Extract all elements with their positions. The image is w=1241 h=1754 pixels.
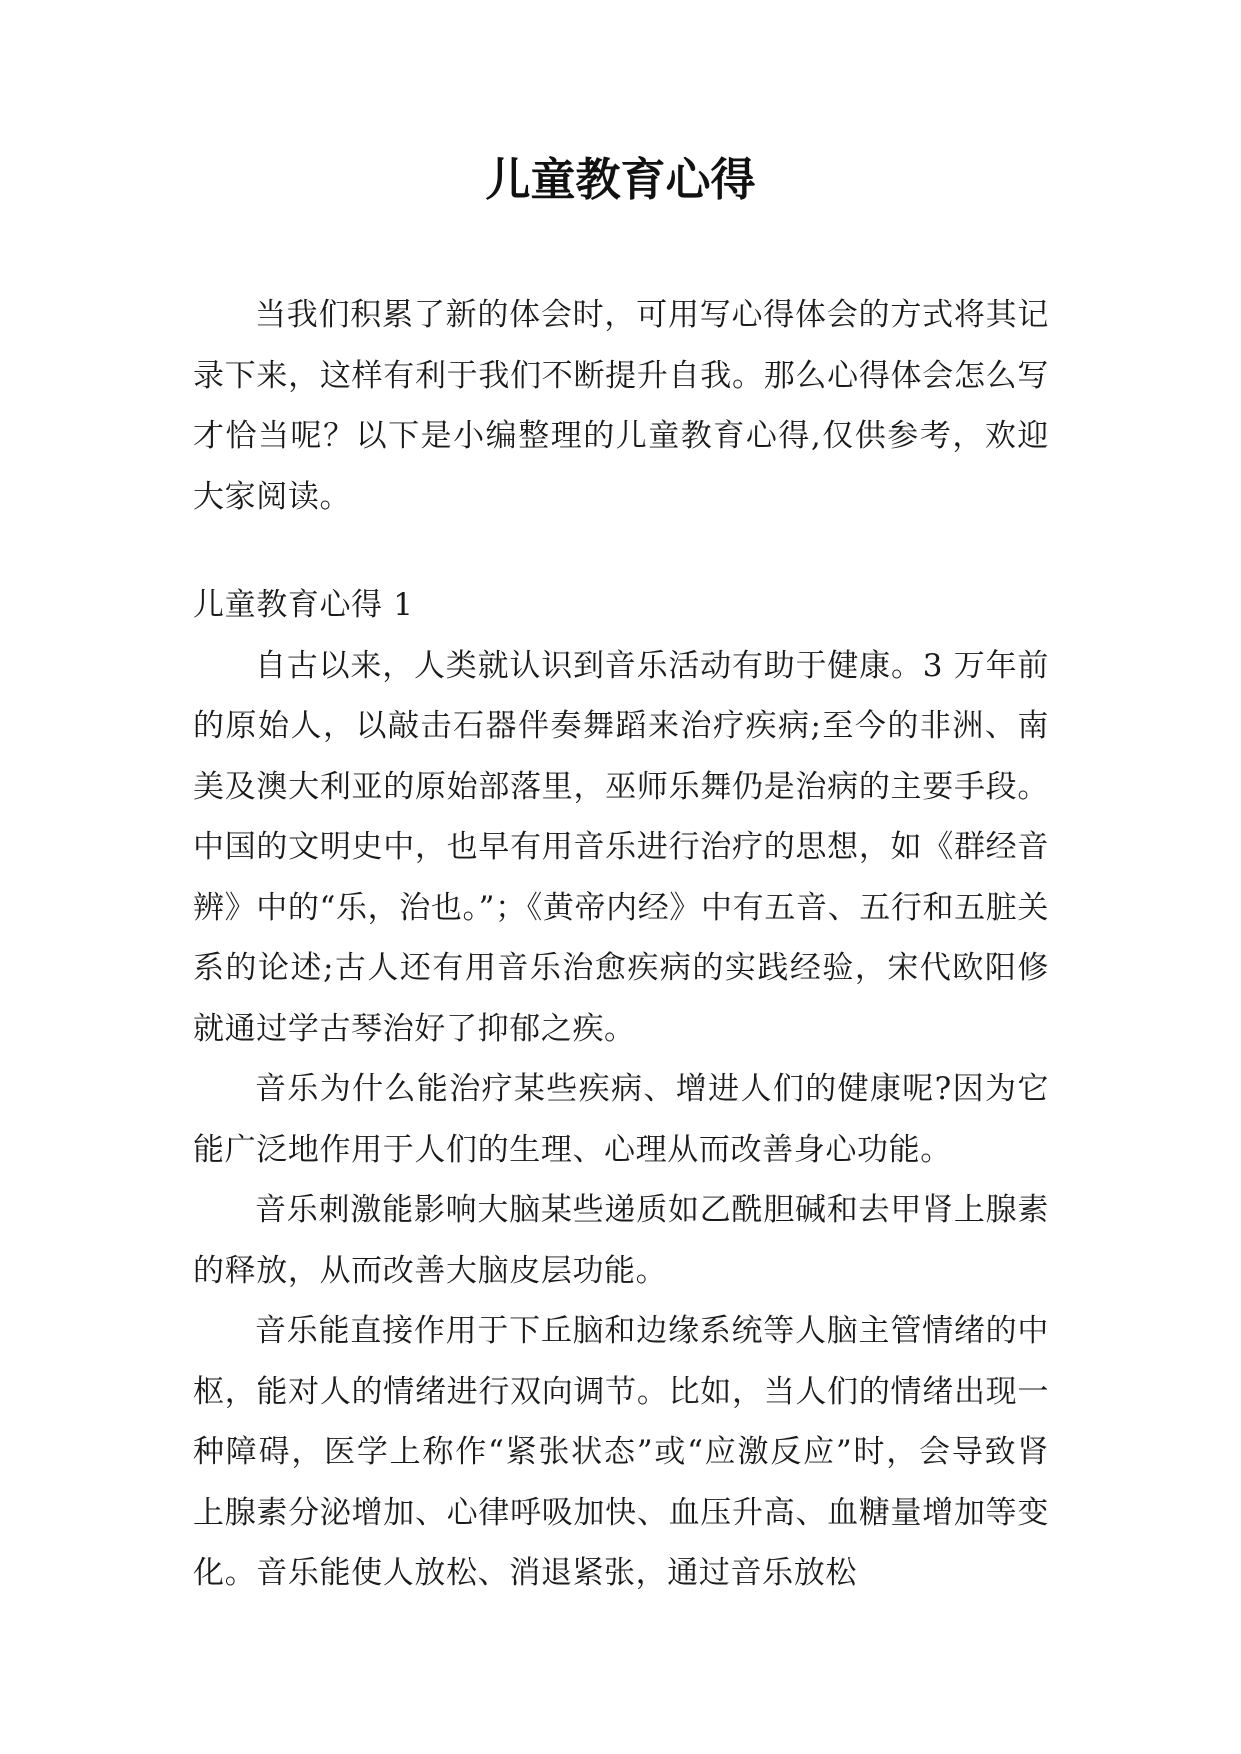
intro-block [193, 285, 1049, 527]
body-paragraph: 音乐为什么能治疗某些疾病、增进人们的健康呢?因为它能广泛地作用于人们的生理、心理从而改善身心功能。 [193, 1071, 1049, 1168]
body-paragraph: 音乐能直接作用于下丘脑和边缘系统等人脑主管情绪的中枢，能对人的情绪进行双向调节。比如，当人们的情绪出现一种障碍，医学上称作“紧张状态”或“应激反应”时，会导致肾上腺素分泌增加、心律呼吸加快、血压升高、血糖量增加等变化。音乐能使人放松、消退紧张，通过音乐放松 [193, 1313, 1049, 1591]
body-paragraph: 音乐刺激能影响大脑某些递质如乙酰胆碱和去甲肾上腺素的释放，从而改善大脑皮层功能。 [193, 1192, 1049, 1289]
section-block [193, 575, 1049, 1604]
section-heading: 儿童教育心得 1 [193, 587, 414, 623]
page-title: 儿童教育心得 [485, 153, 756, 206]
body-paragraph: 自古以来，人类就认识到音乐活动有助于健康。3 万年前的原始人，以敲击石器伴奏舞蹈来治疗疾病;至今的非洲、南美及澳大利亚的原始部落里，巫师乐舞仍是治病的主要手段。中国的文明史中，也早有用音乐进行治疗的思想，如《群经音辨》中的“乐，治也。”；《黄帝内经》中有五音、五行和五脏关系的论述;古人还有用音乐治愈疾病的实践经验，宋代欧阳修就通过学古琴治好了抑郁之疾。 [193, 647, 1049, 1047]
intro-paragraph: 当我们积累了新的体会时，可用写心得体会的方式将其记录下来，这样有利于我们不断提升自我。那么心得体会怎么写才恰当呢？以下是小编整理的儿童教育心得,仅供参考，欢迎大家阅读。 [193, 297, 1049, 515]
